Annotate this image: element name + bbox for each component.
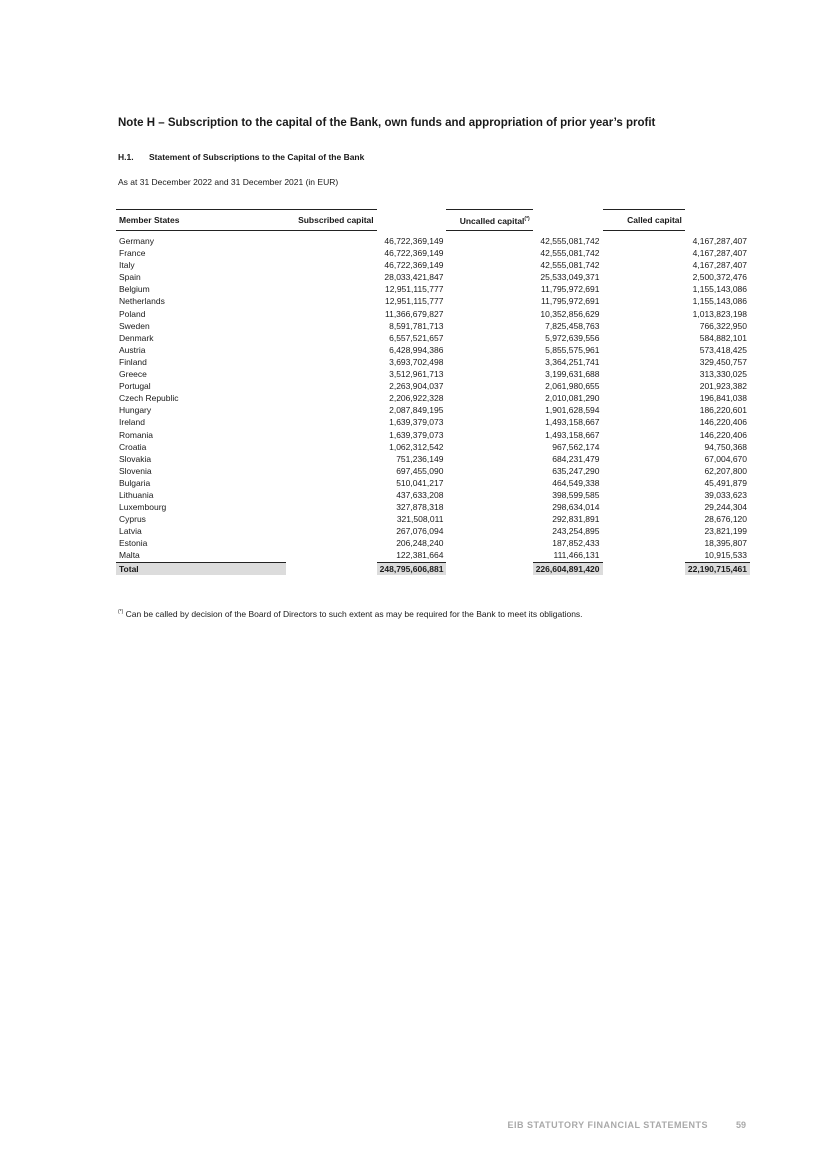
cell-subscribed-capital: 11,366,679,827 (385, 308, 444, 319)
cell-called-capital: 186,220,601 (699, 405, 747, 416)
header-called-capital: Called capital (603, 210, 685, 231)
cell-member-state: Slovakia (119, 453, 152, 464)
cell-member-state: Malta (116, 549, 286, 562)
cell-subscribed-capital: 267,076,094 (396, 526, 444, 537)
table-row (116, 231, 750, 248)
table-row (116, 356, 750, 368)
cell-member-state: Luxembourg (119, 502, 167, 513)
cell-member-state: Italy (119, 260, 135, 271)
cell-uncalled-capital: 111,466,131 (533, 549, 603, 562)
cell-called-capital: 18,395,807 (704, 538, 747, 549)
cell-uncalled-capital: 635,247,290 (552, 465, 600, 476)
cell-uncalled-capital: 226,604,891,420 (533, 562, 603, 575)
cell-called-capital: 1,155,143,086 (692, 284, 747, 295)
cell-subscribed-capital: 510,041,217 (396, 477, 444, 488)
cell-uncalled-capital: 464,549,338 (552, 477, 600, 488)
cell-uncalled-capital: 42,555,081,742 (540, 235, 600, 246)
cell-uncalled-capital: 187,852,433 (552, 538, 600, 549)
cell-member-state: Czech Republic (119, 393, 179, 404)
cell-member-state: Germany (119, 236, 154, 246)
cell-called-capital: 146,220,406 (699, 429, 747, 440)
cell-uncalled-capital: 298,634,014 (552, 502, 600, 513)
cell-uncalled-capital: 5,972,639,556 (545, 332, 600, 343)
cell-subscribed-capital: 1,062,312,542 (389, 441, 444, 452)
cell-called-capital: 4,167,287,407 (692, 235, 747, 246)
cell-called-capital: 94,750,368 (704, 441, 747, 452)
table-row (116, 477, 750, 489)
cell-member-state: Romania (119, 429, 154, 440)
cell-called-capital: 329,450,757 (699, 356, 747, 367)
cell-member-state: Denmark (119, 332, 154, 343)
table-row (116, 283, 750, 295)
cell-subscribed-capital: 6,428,994,386 (389, 344, 444, 355)
cell-member-state: Sweden (119, 320, 150, 331)
cell-uncalled-capital: 398,599,585 (552, 489, 600, 500)
cell-uncalled-capital: 42,555,081,742 (540, 260, 600, 271)
cell-called-capital: 2,500,372,476 (692, 272, 747, 283)
table-row (116, 416, 750, 428)
cell-called-capital: 29,244,304 (704, 502, 747, 513)
cell-subscribed-capital: 751,236,149 (396, 453, 444, 464)
footnote (118, 609, 583, 619)
table-row (116, 525, 750, 537)
cell-member-state: Hungary (119, 405, 152, 416)
cell-member-state: Slovenia (119, 465, 152, 476)
cell-subscribed-capital: 206,248,240 (396, 538, 444, 549)
cell-subscribed-capital: 28,033,421,847 (384, 272, 444, 283)
table-row (116, 429, 750, 441)
cell-subscribed-capital: 697,455,090 (396, 465, 444, 476)
cell-called-capital: 10,915,533 (685, 549, 750, 562)
cell-member-state: Estonia (119, 538, 148, 549)
cell-subscribed-capital: 6,557,521,657 (389, 332, 444, 343)
table-row (116, 441, 750, 453)
table-row (116, 295, 750, 307)
cell-member-state: Ireland (119, 417, 145, 428)
page-number: 59 (735, 1120, 746, 1130)
capital-subscriptions-table (116, 209, 750, 575)
table-body (116, 231, 750, 575)
cell-subscribed-capital: 12,951,115,777 (385, 284, 444, 295)
footnote-mark: (*) (118, 609, 124, 616)
table-row (116, 344, 750, 356)
cell-called-capital: 573,418,425 (699, 344, 747, 355)
cell-uncalled-capital: 7,825,458,763 (545, 320, 600, 331)
cell-subscribed-capital: 122,381,664 (377, 549, 447, 562)
cell-uncalled-capital: 2,010,081,290 (545, 393, 600, 404)
cell-uncalled-capital: 42,555,081,742 (540, 248, 600, 259)
cell-member-state: Portugal (119, 381, 151, 392)
cell-uncalled-capital: 243,254,895 (552, 526, 600, 537)
section-title-text: Statement of Subscriptions to the Capital of the Bank (149, 152, 365, 162)
table-row (116, 453, 750, 465)
cell-uncalled-capital: 5,855,575,961 (545, 344, 600, 355)
cell-uncalled-capital: 3,364,251,741 (545, 356, 600, 367)
cell-uncalled-capital: 967,562,174 (552, 441, 600, 452)
cell-subscribed-capital: 1,639,379,073 (389, 429, 444, 440)
cell-called-capital: 313,330,025 (699, 369, 747, 380)
section-number: H.1. (118, 152, 134, 162)
cell-called-capital: 45,491,879 (704, 477, 747, 488)
as-at-date: As at 31 December 2022 and 31 December 2021 (in EUR) (118, 177, 339, 187)
page-footer (507, 1120, 746, 1130)
cell-called-capital: 584,882,101 (699, 332, 747, 343)
cell-called-capital: 67,004,670 (704, 453, 747, 464)
cell-called-capital: 23,821,199 (704, 526, 747, 537)
cell-called-capital: 28,676,120 (704, 514, 747, 525)
header-member-states: Member States (116, 210, 286, 231)
table-row (116, 380, 750, 392)
cell-uncalled-capital: 684,231,479 (552, 453, 600, 464)
cell-subscribed-capital: 248,795,606,881 (377, 562, 447, 575)
cell-subscribed-capital: 8,591,781,713 (389, 320, 444, 331)
cell-called-capital: 1,155,143,086 (692, 296, 747, 307)
table-row (116, 489, 750, 501)
cell-subscribed-capital: 46,722,369,149 (384, 260, 444, 271)
cell-uncalled-capital: 2,061,980,655 (545, 381, 600, 392)
cell-subscribed-capital: 2,263,904,037 (389, 381, 444, 392)
cell-called-capital: 22,190,715,461 (685, 562, 750, 575)
cell-subscribed-capital: 327,878,318 (396, 502, 444, 513)
table-row (116, 332, 750, 344)
cell-subscribed-capital: 3,512,961,713 (389, 369, 444, 380)
table-row (116, 465, 750, 477)
cell-member-state: Bulgaria (119, 477, 151, 488)
cell-member-state: Croatia (119, 441, 147, 452)
cell-member-state: Latvia (119, 526, 142, 537)
cell-subscribed-capital: 321,508,011 (396, 514, 444, 525)
table-row (116, 368, 750, 380)
cell-called-capital: 4,167,287,407 (692, 260, 747, 271)
cell-called-capital: 39,033,623 (704, 489, 747, 500)
table-row (116, 320, 750, 332)
cell-subscribed-capital: 46,722,369,149 (384, 248, 444, 259)
cell-called-capital: 1,013,823,198 (692, 308, 747, 319)
cell-uncalled-capital: 11,795,972,691 (541, 296, 600, 307)
cell-member-state: Poland (119, 308, 146, 319)
table-row (116, 549, 750, 562)
cell-subscribed-capital: 2,087,849,195 (389, 405, 444, 416)
note-title: Note H – Subscription to the capital of the Bank, own funds and appropriation of prior year’s profit (118, 117, 656, 129)
header-uncalled-capital (446, 210, 532, 231)
table-total-row (116, 562, 750, 575)
table-row (116, 392, 750, 404)
table-row (116, 259, 750, 271)
table-row (116, 271, 750, 283)
cell-called-capital: 146,220,406 (699, 417, 747, 428)
cell-subscribed-capital: 12,951,115,777 (385, 296, 444, 307)
cell-member-state: Spain (119, 272, 141, 283)
cell-called-capital: 4,167,287,407 (692, 248, 747, 259)
cell-subscribed-capital: 437,633,208 (396, 489, 444, 500)
cell-member-state: Netherlands (119, 296, 165, 307)
cell-subscribed-capital: 46,722,369,149 (384, 235, 444, 246)
table-header-row (116, 210, 750, 231)
cell-called-capital: 201,923,382 (699, 381, 747, 392)
header-uncalled-label: Uncalled capital (459, 215, 525, 226)
cell-member-state: Total (116, 562, 286, 575)
section-title (118, 152, 364, 162)
cell-uncalled-capital: 25,533,049,371 (540, 272, 600, 283)
cell-called-capital: 766,322,950 (699, 320, 747, 331)
footer-title: EIB STATUTORY FINANCIAL STATEMENTS (507, 1120, 708, 1130)
cell-uncalled-capital: 10,352,856,629 (540, 308, 600, 319)
cell-uncalled-capital: 1,493,158,667 (545, 417, 600, 428)
table-row (116, 308, 750, 320)
cell-member-state: Austria (119, 344, 146, 355)
cell-uncalled-capital: 1,901,628,594 (545, 405, 600, 416)
cell-subscribed-capital: 1,639,379,073 (389, 417, 444, 428)
cell-subscribed-capital: 2,206,922,328 (389, 393, 444, 404)
table-row (116, 404, 750, 416)
cell-member-state: Belgium (119, 284, 150, 295)
footnote-text: Can be called by decision of the Board of Directors to such extent as may be required for the Bank to meet its obligations. (123, 609, 583, 619)
cell-member-state: Lithuania (119, 489, 154, 500)
cell-uncalled-capital: 1,493,158,667 (545, 429, 600, 440)
table-row (116, 513, 750, 525)
cell-member-state: Greece (119, 369, 147, 380)
table-row (116, 537, 750, 549)
table-row (116, 247, 750, 259)
header-subscribed-capital: Subscribed capital (286, 210, 377, 231)
cell-uncalled-capital: 11,795,972,691 (541, 284, 600, 295)
cell-uncalled-capital: 292,831,891 (552, 514, 600, 525)
cell-called-capital: 62,207,800 (704, 465, 747, 476)
cell-uncalled-capital: 3,199,631,688 (545, 369, 600, 380)
cell-member-state: France (119, 248, 146, 259)
cell-member-state: Finland (119, 356, 147, 367)
table-row (116, 501, 750, 513)
footnote-mark: (*) (524, 216, 530, 223)
cell-called-capital: 196,841,038 (699, 393, 747, 404)
cell-member-state: Cyprus (119, 514, 146, 525)
cell-subscribed-capital: 3,693,702,498 (389, 356, 444, 367)
